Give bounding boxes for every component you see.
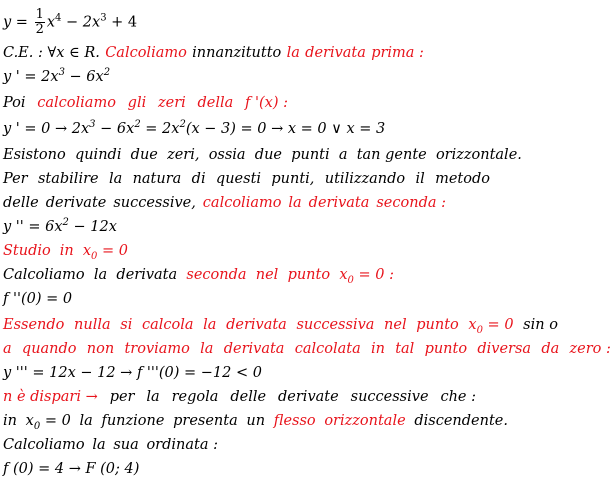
text-line xyxy=(3,412,508,430)
word: la xyxy=(288,195,302,211)
word: non xyxy=(86,341,115,357)
word: Studio xyxy=(3,243,51,259)
word: discendente. xyxy=(414,413,508,429)
word: ordinata : xyxy=(146,437,218,453)
word: Calcoliamo xyxy=(3,267,85,283)
function-term: − 2x xyxy=(61,14,101,31)
text-line xyxy=(3,436,218,454)
word: Calcoliamo xyxy=(105,45,187,61)
text-line xyxy=(3,242,128,260)
word: derivate xyxy=(278,389,339,405)
word: ossia xyxy=(208,147,246,163)
second-derivative-value xyxy=(3,290,613,308)
exponent: 2 xyxy=(134,119,141,131)
word: natura xyxy=(132,171,182,187)
point-x0 xyxy=(83,242,128,260)
word: derivate xyxy=(45,195,107,211)
word: delle xyxy=(3,195,39,211)
formula-part: − 12x xyxy=(68,219,117,235)
exponent: 4 xyxy=(55,12,62,24)
word: la xyxy=(146,389,160,405)
word: punto xyxy=(416,317,459,333)
word: sua xyxy=(113,437,139,453)
word: metodo xyxy=(435,171,490,187)
word: tal xyxy=(395,341,415,357)
word: la xyxy=(203,317,217,333)
word: nel xyxy=(384,317,407,333)
word: Essendo xyxy=(3,317,65,333)
third-derivative xyxy=(3,364,613,382)
word: presenta xyxy=(173,413,238,429)
text-line xyxy=(3,388,476,406)
function-x: x xyxy=(46,14,56,31)
formula-part: = 0 : xyxy=(353,267,394,283)
word: per xyxy=(109,389,135,405)
variable: x xyxy=(468,317,477,333)
function-constant: + 4 xyxy=(106,14,138,31)
point-x0 xyxy=(26,412,71,430)
word: zeri xyxy=(157,95,186,111)
text-line xyxy=(3,316,558,334)
word: seconda xyxy=(186,267,247,283)
word: calcoliamo xyxy=(202,195,282,211)
text-line xyxy=(3,266,394,284)
formula-part: = 0 xyxy=(40,413,71,429)
formula-part: y ' = 0 → 2x xyxy=(3,121,90,137)
exponent: 3 xyxy=(89,119,96,131)
word: successive xyxy=(350,389,429,405)
formula-part: y '' = 6x xyxy=(3,219,63,235)
word: f '(x) : xyxy=(245,95,288,111)
formula-part: f ''(0) = 0 xyxy=(3,291,73,307)
existence-condition: C.E. : ∀x ∈ R. xyxy=(3,45,100,61)
exponent: 2 xyxy=(103,67,111,79)
ordinate-result xyxy=(3,460,613,478)
word: innanzitutto xyxy=(192,45,282,61)
point-x0 xyxy=(468,316,513,334)
word: due xyxy=(130,147,158,163)
word: da xyxy=(541,341,560,357)
word: successive, xyxy=(113,195,196,211)
word: regola xyxy=(171,389,219,405)
word: successiva xyxy=(296,317,375,333)
word: funzione xyxy=(101,413,165,429)
word: gli xyxy=(127,95,147,111)
fraction-one-half xyxy=(35,8,45,37)
exponent: 2 xyxy=(62,217,69,229)
word: flesso xyxy=(273,413,316,429)
exponent: 2 xyxy=(179,119,186,131)
word: stabilire xyxy=(37,171,99,187)
word: zeri, xyxy=(167,147,200,163)
word: Per xyxy=(3,171,28,187)
formula-part: = 2x xyxy=(140,121,180,137)
word: in xyxy=(59,243,74,259)
fraction-numerator: 1 xyxy=(35,7,44,22)
word: quando xyxy=(21,341,77,357)
word: la xyxy=(93,267,108,283)
word: Poi xyxy=(3,95,26,111)
second-derivative xyxy=(3,218,613,236)
word: prima : xyxy=(371,45,424,61)
text-line xyxy=(3,146,522,164)
word: n è dispari → xyxy=(3,389,98,405)
zeros-equation xyxy=(3,120,613,138)
word: derivata xyxy=(305,45,366,61)
word: diversa xyxy=(477,341,532,357)
exponent: 3 xyxy=(58,67,65,79)
variable: x xyxy=(339,267,348,283)
word: calcolata xyxy=(294,341,361,357)
word: quindi xyxy=(74,147,122,163)
subscript: 0 xyxy=(33,420,41,432)
word: calcoliamo xyxy=(37,95,116,111)
formula-part: − 6x xyxy=(64,69,104,85)
word: delle xyxy=(230,389,267,405)
word: derivata xyxy=(116,267,178,283)
formula-part: y ' = 2x xyxy=(3,69,59,85)
word: sin o xyxy=(523,317,558,333)
word: derivata xyxy=(223,341,285,357)
word: punto xyxy=(424,341,468,357)
formula-part: f (0) = 4 → F (0; 4) xyxy=(3,461,140,477)
word: si xyxy=(120,317,133,333)
word: il xyxy=(415,171,425,187)
domain-line xyxy=(3,44,424,62)
function-lhs: y = xyxy=(3,14,28,31)
word: calcola xyxy=(141,317,194,333)
word: nel xyxy=(255,267,279,283)
word: questi xyxy=(215,171,262,187)
exponent: 3 xyxy=(100,12,107,24)
formula-part: (x − 3) = 0 → x = 0 ∨ x = 3 xyxy=(185,121,386,137)
text-line xyxy=(3,170,490,188)
word: di xyxy=(191,171,206,187)
word: la xyxy=(286,45,300,61)
subscript: 0 xyxy=(347,274,354,286)
word: a xyxy=(338,147,348,163)
word: utilizzando xyxy=(324,171,406,187)
point-x0 xyxy=(339,266,394,284)
formula-part: = 0 xyxy=(97,243,128,259)
word: seconda : xyxy=(376,195,446,211)
word: punti, xyxy=(271,171,315,187)
word: troviamo xyxy=(124,341,190,357)
variable: x xyxy=(82,243,92,259)
subscript: 0 xyxy=(91,250,98,262)
word: la xyxy=(200,341,214,357)
first-derivative xyxy=(3,68,613,86)
text-line xyxy=(3,340,611,358)
formula-part: y ''' = 12x − 12 → f '''(0) = −12 < 0 xyxy=(3,365,262,381)
function-definition xyxy=(3,8,613,37)
word: Esistono xyxy=(3,147,66,163)
word: nulla xyxy=(74,317,111,333)
word: punto xyxy=(287,267,331,283)
word: la xyxy=(108,171,123,187)
word: orizzontale xyxy=(324,413,406,429)
formula-part: − 6x xyxy=(95,121,135,137)
word: zero : xyxy=(569,341,611,357)
word: orizzontale. xyxy=(435,147,522,163)
word: un xyxy=(246,413,266,429)
text-line xyxy=(3,194,446,212)
word: la xyxy=(79,413,93,429)
word: tan gente xyxy=(356,147,427,163)
word: derivata xyxy=(226,317,287,333)
word: due xyxy=(254,147,282,163)
variable: x xyxy=(25,413,34,429)
fraction-denominator: 2 xyxy=(35,22,44,37)
word: in xyxy=(370,341,385,357)
formula-part: = 0 xyxy=(482,317,514,333)
word: in xyxy=(3,413,17,429)
word: della xyxy=(197,95,234,111)
word: la xyxy=(92,437,106,453)
word: che : xyxy=(440,389,476,405)
text-line xyxy=(3,94,288,112)
subscript: 0 xyxy=(476,324,483,336)
word: punti xyxy=(291,147,330,163)
word: derivata xyxy=(308,195,370,211)
word: Calcoliamo xyxy=(3,437,85,453)
word: a xyxy=(3,341,12,357)
